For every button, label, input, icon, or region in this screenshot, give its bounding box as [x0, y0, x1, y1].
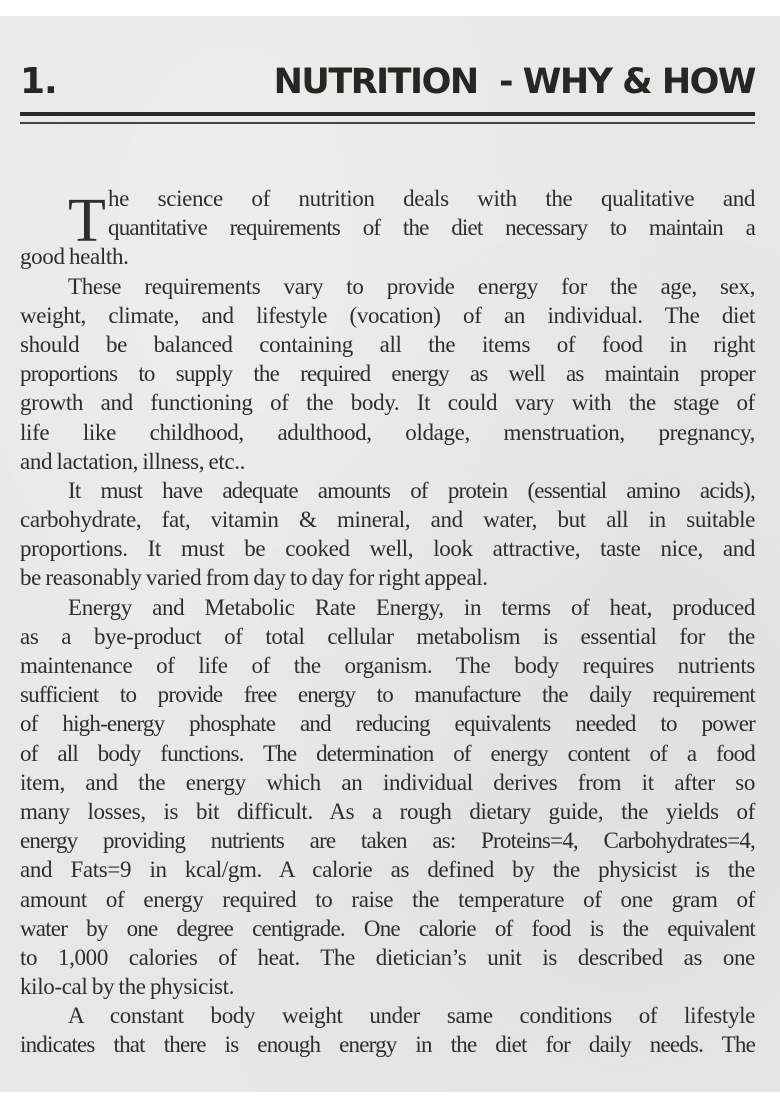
body-text: [20, 184, 755, 1060]
text-line: sufficient to provide free energy to manufacture the daily requirement: [20, 682, 755, 708]
text-line: good health.: [20, 244, 129, 270]
text-line: It must have adequate amounts of protein (essential amino acids),: [68, 477, 755, 503]
text-line: life like childhood, adulthood, oldage, menstruation, pregnancy,: [20, 419, 755, 445]
text-line: and lactation, illness, etc..: [20, 448, 246, 474]
text-line: quantitative requirements of the diet necessary to maintain a: [108, 215, 755, 241]
text-line: of high-energy phosphate and reducing equivalents needed to power: [20, 711, 755, 737]
text-line: growth and functioning of the body. It could vary with the stage of: [20, 390, 755, 416]
text-line: energy providing nutrients are taken as: Proteins=4, Carbohydrates=4,: [20, 828, 755, 854]
header-rule-thin: [20, 122, 755, 124]
text-line: many losses, is bit difficult. As a rough dietary guide, the yields of: [20, 798, 755, 824]
chapter-title: NUTRITION - WHY & HOW: [273, 62, 755, 102]
text-line: item, and the energy which an individual derives from it after so: [20, 769, 755, 795]
text-line: to 1,000 calories of heat. The dietician’s unit is described as one: [20, 944, 755, 970]
text-line: weight, climate, and lifestyle (vocation) of an individual. The diet: [20, 302, 755, 328]
text-line: proportions. It must be cooked well, look attractive, taste nice, and: [20, 536, 755, 562]
text-line: proportions to supply the required energy as well as maintain proper: [20, 361, 755, 387]
text-line: water by one degree centigrade. One calorie of food is the equivalent: [20, 915, 755, 941]
text-line: indicates that there is enough energy in the diet for daily needs. The: [20, 1032, 755, 1058]
text-line: and Fats=9 in kcal/gm. A calorie as defined by the physicist is the: [20, 857, 755, 883]
text-line: A constant body weight under same conditions of lifestyle: [68, 1003, 755, 1029]
text-line: as a bye-product of total cellular metabolism is essential for the: [20, 623, 755, 649]
text-line: Energy and Metabolic Rate Energy, in terms of heat, produced: [68, 594, 755, 620]
text-line: be reasonably varied from day to day for right appeal.: [20, 565, 488, 591]
chapter-number: 1.: [20, 61, 57, 102]
text-line: kilo-cal by the physicist.: [20, 974, 235, 1000]
chapter-header: [20, 62, 755, 102]
text-line: amount of energy required to raise the temperature of one gram of: [20, 886, 755, 912]
text-line: carbohydrate, fat, vitamin & mineral, and water, but all in suitable: [20, 507, 755, 533]
text-line: of all body functions. The determination of energy content of a food: [20, 740, 755, 766]
text-line: maintenance of life of the organism. The body requires nutrients: [20, 653, 755, 678]
book-page: [0, 16, 780, 1092]
header-rule-thick: [20, 112, 755, 116]
text-line: These requirements vary to provide energy for the age, sex,: [68, 273, 755, 299]
text-line: should be balanced containing all the items of food in right: [20, 331, 755, 357]
drop-cap: T: [68, 187, 106, 255]
text-line: he science of nutrition deals with the qualitative and: [108, 186, 755, 211]
